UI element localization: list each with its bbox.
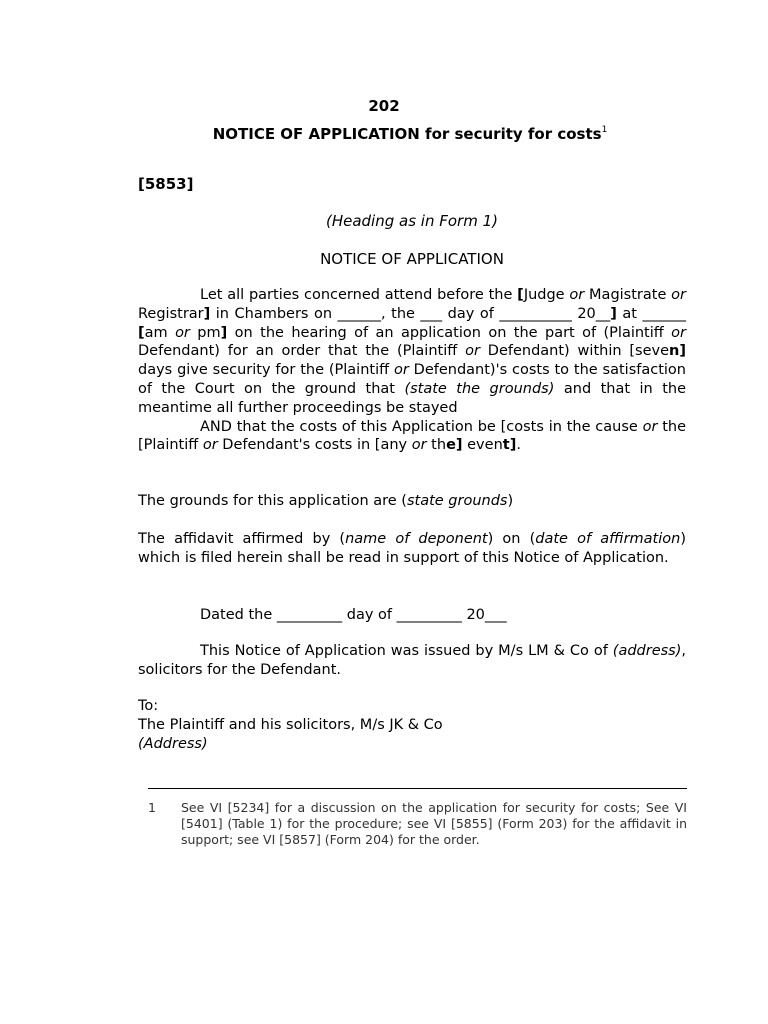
text-span: days give security for the (Plaintiff xyxy=(138,362,394,379)
text-span: in Chambers on ______, the ___ day of __________ 20__ xyxy=(210,305,611,322)
heading-note: (Heading as in Form 1) xyxy=(325,212,498,230)
paragraph-dated: Dated the _________ day of _________ 20___ xyxy=(200,607,507,623)
italic-or: or xyxy=(671,324,686,341)
text-span: Registrar xyxy=(138,305,204,322)
text-span: am xyxy=(144,324,176,341)
body-paragraphs xyxy=(138,286,686,455)
reference-number: [5853] xyxy=(138,175,194,193)
paragraph-issued xyxy=(138,642,686,680)
italic-or: or xyxy=(175,324,190,341)
italic-or: or xyxy=(642,418,658,435)
italic-text: date of affirmation xyxy=(535,531,681,547)
addressee-block xyxy=(138,697,686,753)
bracket: ] xyxy=(203,305,211,322)
notice-heading: NOTICE OF APPLICATION xyxy=(320,250,504,268)
form-number: 202 xyxy=(368,97,400,115)
text-span: AND that the costs of this Application be [costs in the cause xyxy=(200,418,643,435)
text-span: The grounds for this application are ( xyxy=(138,493,407,509)
paragraph-attendance xyxy=(138,286,686,418)
italic-text: (address) xyxy=(612,643,682,659)
text-span: th xyxy=(426,437,447,454)
bold-text: n] xyxy=(669,343,686,360)
text-span: at ______ xyxy=(616,305,686,322)
text-span: Magistrate xyxy=(584,287,672,303)
text-span: ) which is filed herein shall be read in support of this Notice of Application. xyxy=(138,531,686,566)
text-span: and that in the meantime all further proceedings be stayed xyxy=(138,380,686,416)
italic-or: or xyxy=(569,287,585,303)
text-span: Judge xyxy=(523,287,570,303)
italic-or: or xyxy=(393,362,409,379)
form-title xyxy=(0,125,768,143)
text-span: on the hearing of an application on the part of (Plaintiff xyxy=(227,324,672,341)
text-span: Defendant) for an order that the (Plaintiff xyxy=(138,343,466,360)
paragraph-affidavit xyxy=(138,530,686,568)
italic-text: state grounds xyxy=(406,493,508,509)
text-span: Let all parties concerned attend before the xyxy=(200,287,518,303)
addressee-to: To: xyxy=(138,698,159,714)
text-span: This Notice of Application was issued by M/s LM & Co of xyxy=(200,643,613,659)
bracket: ] xyxy=(610,305,617,322)
footnote-divider xyxy=(148,788,687,789)
form-title-text: NOTICE OF APPLICATION for security for costs xyxy=(212,125,602,143)
paragraph-grounds xyxy=(138,492,686,511)
text-span: , solicitors for the Defendant. xyxy=(138,643,686,678)
text-span: ) xyxy=(507,493,514,509)
italic-or: or xyxy=(411,437,427,454)
text-span: pm xyxy=(189,324,221,341)
footnote-text: See VI [5234] for a discussion on the application for security for costs; See VI [5401] (Table 1) for the procedure; see VI [5855] (Form 203) for the affidavit in support; see VI [5857] (Form 204) for the order. xyxy=(181,800,687,847)
footnote-number: 1 xyxy=(148,800,156,815)
addressee-address: (Address) xyxy=(138,735,208,752)
title-footnote-marker: 1 xyxy=(601,125,608,135)
text-span: The affidavit affirmed by ( xyxy=(138,531,346,547)
text-span: even xyxy=(462,437,503,454)
bold-text: e] xyxy=(446,437,463,454)
paragraph-costs xyxy=(138,418,686,456)
bracket: [ xyxy=(138,324,145,341)
italic-text: (state the grounds) xyxy=(404,380,555,397)
italic-or: or xyxy=(671,287,687,303)
text-span: the [Plaintiff xyxy=(138,418,686,454)
text-span: Defendant) within [seve xyxy=(479,343,670,360)
addressee-name: The Plaintiff and his solicitors, M/s JK & Co xyxy=(138,716,443,733)
italic-text: name of deponent xyxy=(345,531,488,547)
text-span: Defendant's costs in [any xyxy=(217,437,412,454)
bracket: [ xyxy=(517,287,524,303)
bold-text: t] xyxy=(502,437,517,454)
bracket: ] xyxy=(220,324,228,341)
text-span: ) on ( xyxy=(487,531,536,547)
text-span: . xyxy=(516,437,521,454)
italic-or: or xyxy=(465,343,480,360)
italic-or: or xyxy=(202,437,218,454)
text-span: Defendant)'s costs to the satisfaction of the Court on the ground that xyxy=(138,362,686,397)
